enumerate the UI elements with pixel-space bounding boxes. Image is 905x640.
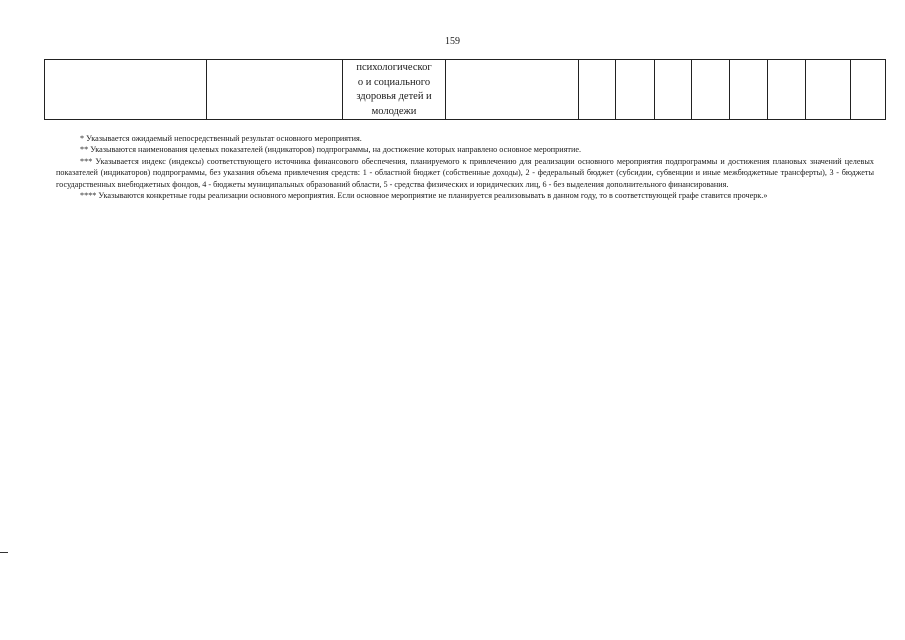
table-cell-8 <box>692 60 730 120</box>
table-cell-10 <box>768 60 806 120</box>
table-cell-7 <box>655 60 692 120</box>
table-cell-9 <box>730 60 768 120</box>
measure-description <box>343 60 445 119</box>
cell-line: о и социального <box>357 76 431 88</box>
footnotes <box>56 133 874 201</box>
margin-mark <box>0 552 8 553</box>
table-cell-2 <box>207 60 343 120</box>
cell-line: психологическог <box>356 62 432 73</box>
table-cell-11 <box>806 60 851 120</box>
cell-line: молодежи <box>371 105 417 117</box>
footnote-4: **** Указываются конкретные годы реализации основного мероприятия. Если основное мероприятие не планируется реализовывать в данном году, то в соответствующей графе ставится прочерк.» <box>80 191 768 201</box>
table-cell-6 <box>616 60 655 120</box>
table-row <box>45 60 886 120</box>
table-cell-3 <box>343 60 446 120</box>
table-cell-4 <box>446 60 579 120</box>
page-number: 159 <box>445 36 460 47</box>
table-cell-1 <box>45 60 207 120</box>
cell-line: здоровья детей и <box>356 91 432 102</box>
table-cell-5 <box>579 60 616 120</box>
footnote-3: *** Указывается индекс (индексы) соответствующего источника финансового обеспечения, планируемого к привлечению для реализации основного мероприятия подпрограммы и достижения плановых значений целевых показателей (индикаторов) подпрограммы, без указания объема привлечения средств: 1 - областной бюджет (собственные доходы), 2 - федеральный бюджет (субсидии, субвенции и иные межбюджетные трансферты), 3 - бюджеты государственных внебюджетных фондов, 4 - бюджеты муниципальных образований области, 5 - средства физических и юридических лиц, 6 - без выделения дополнительного финансирования. <box>56 156 874 189</box>
table-cell-12 <box>851 60 886 120</box>
continuation-table <box>44 59 886 120</box>
footnote-2: ** Указываются наименования целевых показателей (индикаторов) подпрограммы, на достижение которых направлено основное мероприятие. <box>80 145 582 155</box>
footnote-1: * Указывается ожидаемый непосредственный результат основного мероприятия. <box>80 134 362 143</box>
